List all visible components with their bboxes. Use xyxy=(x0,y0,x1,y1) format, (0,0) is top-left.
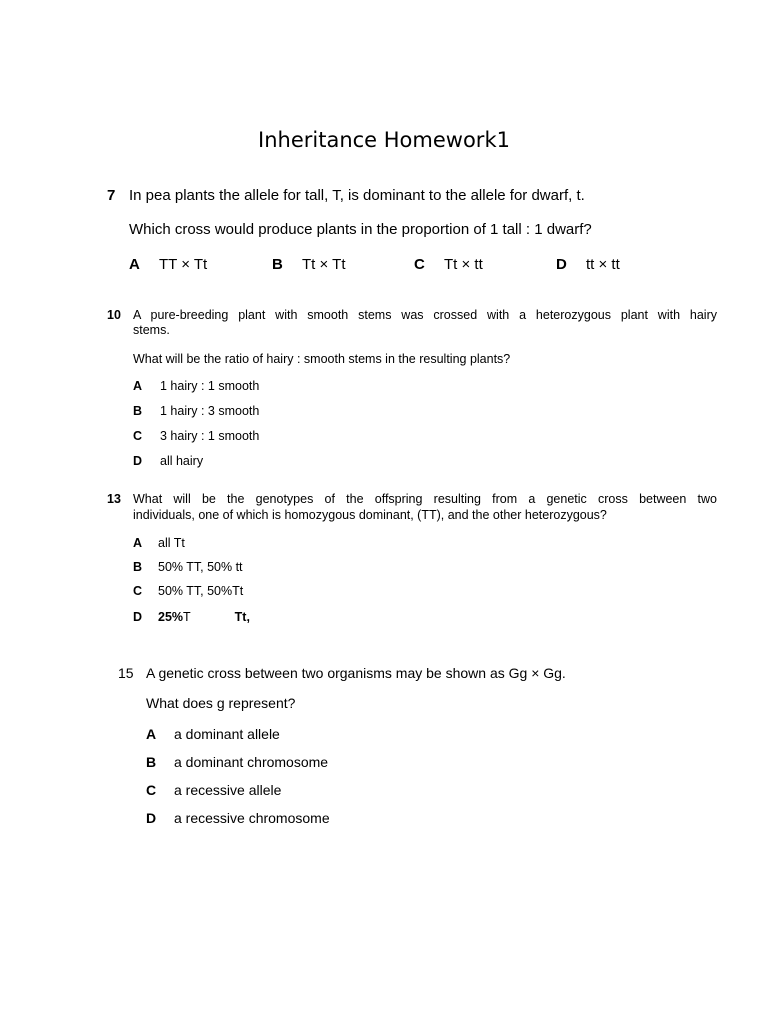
option-text: TT × Tt xyxy=(159,256,208,273)
option-b[interactable] xyxy=(133,404,259,418)
option-text: 3 hairy : 1 smooth xyxy=(160,429,260,443)
option-a[interactable] xyxy=(133,536,185,550)
option-b[interactable] xyxy=(146,754,328,770)
option-letter: C xyxy=(133,429,143,443)
option-letter: A xyxy=(146,726,157,742)
option-text: tt × tt xyxy=(586,256,620,273)
option-text-tail: Tt, xyxy=(234,610,250,624)
option-letter: B xyxy=(146,754,157,770)
option-letter: D xyxy=(146,810,157,826)
option-letter: C xyxy=(133,584,143,598)
question-prompt: What will be the ratio of hairy : smooth stems in the resulting plants? xyxy=(133,352,511,366)
question-7 xyxy=(107,187,667,282)
option-text-bold: 25% xyxy=(158,610,184,624)
question-statement: A genetic cross between two organisms may be shown as Gg × Gg. xyxy=(146,665,566,681)
option-letter: C xyxy=(414,256,425,273)
option-b[interactable] xyxy=(272,256,345,273)
question-number: 13 xyxy=(107,492,121,506)
option-letter: D xyxy=(556,256,567,273)
option-c[interactable] xyxy=(133,429,259,443)
option-text: all Tt xyxy=(158,536,185,550)
option-a[interactable] xyxy=(129,256,207,273)
option-c[interactable] xyxy=(414,256,483,273)
option-letter: B xyxy=(133,560,143,574)
question-15 xyxy=(118,665,638,835)
option-text: all hairy xyxy=(160,454,204,468)
option-letter: A xyxy=(133,379,143,393)
option-text: 1 hairy : 3 smooth xyxy=(160,404,260,418)
option-letter: C xyxy=(146,782,157,798)
option-letter: D xyxy=(133,610,143,624)
question-statement-cont: individuals, one of which is homozygous dominant, (TT), and the other heterozygous? xyxy=(133,508,607,522)
option-text: Tt × Tt xyxy=(302,256,346,273)
question-statement-cont: stems. xyxy=(133,323,170,337)
question-13 xyxy=(107,492,719,632)
option-d[interactable] xyxy=(133,454,203,468)
option-letter: A xyxy=(129,256,140,273)
question-10 xyxy=(107,308,719,473)
option-text: a dominant chromosome xyxy=(174,754,329,770)
option-text: 50% TT, 50% tt xyxy=(158,560,243,574)
option-d[interactable] xyxy=(133,610,250,624)
option-text: a recessive allele xyxy=(174,782,282,798)
question-number: 10 xyxy=(107,308,121,322)
option-text: 50% TT, 50%Tt xyxy=(158,584,244,598)
option-letter: D xyxy=(133,454,143,468)
question-statement: In pea plants the allele for tall, T, is dominant to the allele for dwarf, t. xyxy=(129,187,585,204)
option-c[interactable] xyxy=(133,584,243,598)
option-letter: A xyxy=(133,536,143,550)
option-text: a recessive chromosome xyxy=(174,810,330,826)
question-number: 15 xyxy=(118,665,134,681)
option-letter: B xyxy=(272,256,283,273)
option-text: T xyxy=(183,610,191,624)
question-statement: A pure-breeding plant with smooth stems was crossed with a heterozygous plant with hairy xyxy=(133,308,717,322)
question-number: 7 xyxy=(107,187,116,204)
question-statement: What will be the genotypes of the offspring resulting from a genetic cross between two xyxy=(133,492,717,506)
option-a[interactable] xyxy=(133,379,259,393)
option-c[interactable] xyxy=(146,782,281,798)
question-prompt: Which cross would produce plants in the proportion of 1 tall : 1 dwarf? xyxy=(129,221,592,238)
option-d[interactable] xyxy=(146,810,330,826)
option-a[interactable] xyxy=(146,726,280,742)
question-prompt: What does g represent? xyxy=(146,695,296,711)
option-text: 1 hairy : 1 smooth xyxy=(160,379,260,393)
option-b[interactable] xyxy=(133,560,243,574)
option-text: Tt × tt xyxy=(444,256,483,273)
option-text: a dominant allele xyxy=(174,726,280,742)
option-d[interactable] xyxy=(556,256,620,273)
option-letter: B xyxy=(133,404,143,418)
page-title: Inheritance Homework1 xyxy=(258,128,510,152)
